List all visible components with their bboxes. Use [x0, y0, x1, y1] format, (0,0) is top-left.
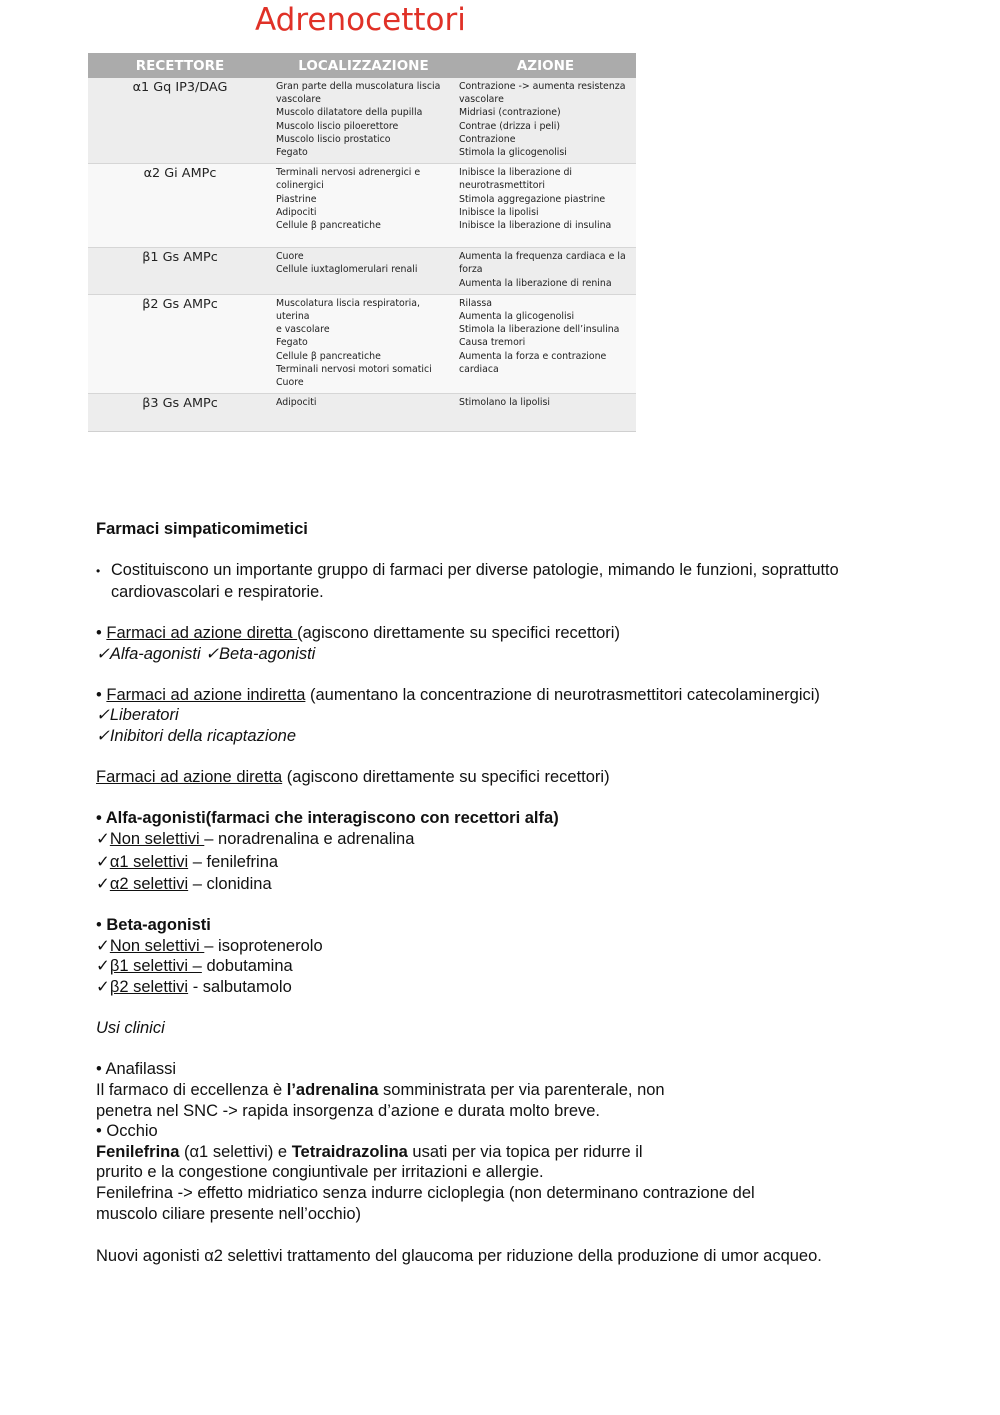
table-text: Cellule β pancreatiche	[276, 220, 381, 232]
table-text: Rilassa	[459, 297, 492, 309]
table-text: Cuore	[276, 251, 304, 263]
indirect-drugs-desc: (aumentano la concentrazione di neurotrasmettitori catecolaminergici)	[305, 685, 820, 704]
table-text: vascolare	[276, 94, 321, 106]
check-item	[96, 852, 896, 873]
table-text: Muscolo dilatatore della pupilla	[276, 107, 423, 119]
table-text: Aumenta la glicogenolisi	[459, 311, 575, 323]
item-label: α1 selettivi	[109, 852, 189, 871]
check-item	[96, 977, 896, 998]
receptor-cell: β3 Gs AMPc	[88, 394, 272, 432]
eye-text	[96, 1142, 896, 1163]
table-text: Cellule β pancreatiche	[276, 350, 381, 362]
check-item	[96, 956, 896, 977]
table-text: Adipociti	[276, 397, 317, 409]
item-text: dobutamina	[201, 957, 293, 976]
beta-heading-text: Beta-agonisti	[106, 916, 211, 935]
direct-drugs-subheading	[96, 767, 896, 788]
direct-drugs-desc: (agiscono direttamente su specifici recettori)	[297, 623, 620, 642]
action-cell	[455, 394, 636, 432]
table-text: Aumenta la frequenza cardiaca e la	[459, 251, 626, 263]
table-text: Cuore	[276, 377, 304, 389]
table-text: Inibisce la liberazione di insulina	[459, 220, 612, 232]
localization-cell	[272, 294, 455, 393]
table-text: Fegato	[276, 337, 308, 349]
check-mark: ✓	[96, 852, 110, 871]
item-text: – fenilefrina	[188, 852, 279, 871]
table-text: Gran parte della muscolatura liscia	[276, 81, 441, 92]
check-mark: ✓	[96, 936, 110, 955]
drug-name: Tetraidrazolina	[291, 1142, 408, 1161]
item-text: – clonidina	[188, 875, 272, 894]
localization-cell	[272, 164, 455, 248]
action-cell	[455, 164, 636, 248]
page-title: Adrenocettori	[255, 2, 466, 38]
action-cell	[455, 248, 636, 295]
check-mark: ✓	[96, 875, 110, 894]
table-text: Midriasi (contrazione)	[459, 107, 561, 119]
action-cell	[455, 294, 636, 393]
intro-paragraph	[96, 560, 896, 602]
table-row	[88, 78, 636, 164]
action-cell	[455, 78, 636, 164]
text-run: usati per via topica per ridurre il	[407, 1142, 643, 1161]
text-run: Il farmaco di eccellenza è	[96, 1081, 287, 1100]
item-text: – noradrenalina e adrenalina	[204, 829, 415, 848]
table-text: vascolare	[459, 94, 504, 106]
item-label: Non selettivi	[109, 936, 205, 955]
document-body	[96, 519, 896, 1267]
clinical-uses-heading: Usi clinici	[96, 1019, 165, 1038]
table-text: Stimola la glicogenolisi	[459, 147, 567, 159]
glaucoma-paragraph: Nuovi agonisti α2 selettivi trattamento del glaucoma per riduzione della produzione di umor acqueo.	[96, 1247, 822, 1266]
anaphylaxis-text: penetra nel SNC -> rapida insorgenza d’azione e durata molto breve.	[96, 1101, 601, 1120]
drug-name: l’adrenalina	[286, 1081, 379, 1100]
table-text: colinergici	[276, 180, 324, 192]
anaphylaxis-text	[96, 1080, 896, 1101]
text-run: (α1 selettivi) e	[179, 1142, 292, 1161]
table-text: Aumenta la forza e contrazione	[459, 350, 607, 362]
table-text: Terminali nervosi motori somatici	[276, 363, 432, 375]
table-text: cardiaca	[459, 363, 499, 375]
direct-drugs-line	[96, 623, 896, 644]
item-label: α2 selettivi	[109, 875, 189, 894]
table-header-row	[88, 53, 636, 78]
table-text: Fegato	[276, 147, 308, 159]
header-localization: LOCALIZZAZIONE	[272, 53, 455, 78]
header-action: AZIONE	[455, 53, 636, 78]
bullet: •	[96, 623, 107, 642]
table-text: Stimola aggregazione piastrine	[459, 193, 606, 205]
table-text: Terminali nervosi adrenergici e	[276, 167, 421, 179]
table-row	[88, 294, 636, 393]
check-item	[96, 829, 896, 850]
table-text: neurotrasmettitori	[459, 180, 545, 192]
receptor-cell: α2 Gi AMPc	[88, 164, 272, 248]
check-mark: ✓	[96, 957, 110, 976]
table-text: Causa tremori	[459, 337, 526, 349]
table-text: Contrae (drizza i peli)	[459, 120, 561, 132]
eye-text: prurito e la congestione congiuntivale per irritazioni e allergie.	[96, 1163, 544, 1182]
check-item	[96, 874, 896, 895]
table-text: Adipociti	[276, 206, 317, 218]
check-mark: ✓	[96, 829, 110, 848]
check-item	[96, 936, 896, 957]
direct-drugs-link: Farmaci ad azione diretta	[96, 768, 283, 787]
intro-text: Costituiscono un importante gruppo di farmaci per diverse patologie, mimando le funzioni, soprattutto cardiovascolari e respiratorie.	[111, 561, 839, 601]
direct-drugs-checks: ✓Alfa-agonisti ✓Beta-agonisti	[96, 644, 316, 663]
table-text: Muscolo liscio prostatico	[276, 133, 391, 145]
check-mark: ✓	[96, 978, 110, 997]
adrenoceptor-table	[88, 53, 636, 432]
eye-text: muscolo ciliare presente nell’occhio)	[96, 1204, 362, 1223]
table-row	[88, 248, 636, 295]
table-text: Contrazione -> aumenta resistenza	[459, 81, 626, 92]
table-text: Muscolo liscio piloerettore	[276, 120, 399, 132]
item-label: β2 selettivi	[109, 978, 189, 997]
item-text: – isoprotenerolo	[204, 936, 323, 955]
table-text: Contrazione	[459, 133, 516, 145]
table-text: Cellule iuxtaglomerulari renali	[276, 264, 418, 276]
header-receptor: RECETTORE	[88, 53, 272, 78]
receptor-cell: β1 Gs AMPc	[88, 248, 272, 295]
localization-cell	[272, 248, 455, 295]
table-row	[88, 164, 636, 248]
beta-agonists-heading	[96, 915, 896, 936]
eye-heading: • Occhio	[96, 1122, 158, 1141]
indirect-drugs-link: Farmaci ad azione indiretta	[106, 685, 306, 704]
receptor-cell: β2 Gs AMPc	[88, 294, 272, 393]
table-text: forza	[459, 264, 483, 276]
bullet: •	[96, 916, 107, 935]
table-row	[88, 394, 636, 432]
localization-cell	[272, 394, 455, 432]
table-text: e vascolare	[276, 324, 330, 336]
table-text: Inibisce la lipolisi	[459, 206, 539, 218]
table-text: Stimola la liberazione dell’insulina	[459, 324, 620, 336]
item-label: β1 selettivi –	[109, 957, 202, 976]
bullet: •	[96, 685, 107, 704]
localization-cell	[272, 78, 455, 164]
alpha-agonists-heading: • Alfa-agonisti(farmaci che interagiscono con recettori alfa)	[96, 809, 559, 828]
table-text: Muscolatura liscia respiratoria, uterina	[276, 297, 420, 323]
table-text: Stimolano la lipolisi	[459, 397, 551, 409]
table-text: Aumenta la liberazione di renina	[459, 277, 612, 289]
table-text: Piastrine	[276, 193, 317, 205]
indirect-drugs-line	[96, 685, 896, 706]
receptor-cell: α1 Gq IP3/DAG	[88, 78, 272, 164]
check-item: ✓Liberatori	[96, 706, 179, 725]
check-item: ✓Inibitori della ricaptazione	[96, 726, 297, 745]
item-text: - salbutamolo	[188, 978, 292, 997]
direct-drugs-desc: (agiscono direttamente su specifici recettori)	[282, 768, 610, 787]
direct-drugs-link: Farmaci ad azione diretta	[106, 623, 298, 642]
section-heading: Farmaci simpaticomimetici	[96, 520, 308, 538]
text-run: somministrata per via parenterale, non	[378, 1081, 665, 1100]
anaphylaxis-heading: • Anafilassi	[96, 1060, 177, 1079]
eye-text: Fenilefrina -> effetto midriatico senza indurre cicloplegia (non determinano contrazione del	[96, 1184, 755, 1202]
table-text: Inibisce la liberazione di	[459, 167, 573, 179]
bullet: •	[96, 564, 101, 579]
item-label: Non selettivi	[109, 829, 205, 848]
drug-name: Fenilefrina	[96, 1142, 180, 1161]
